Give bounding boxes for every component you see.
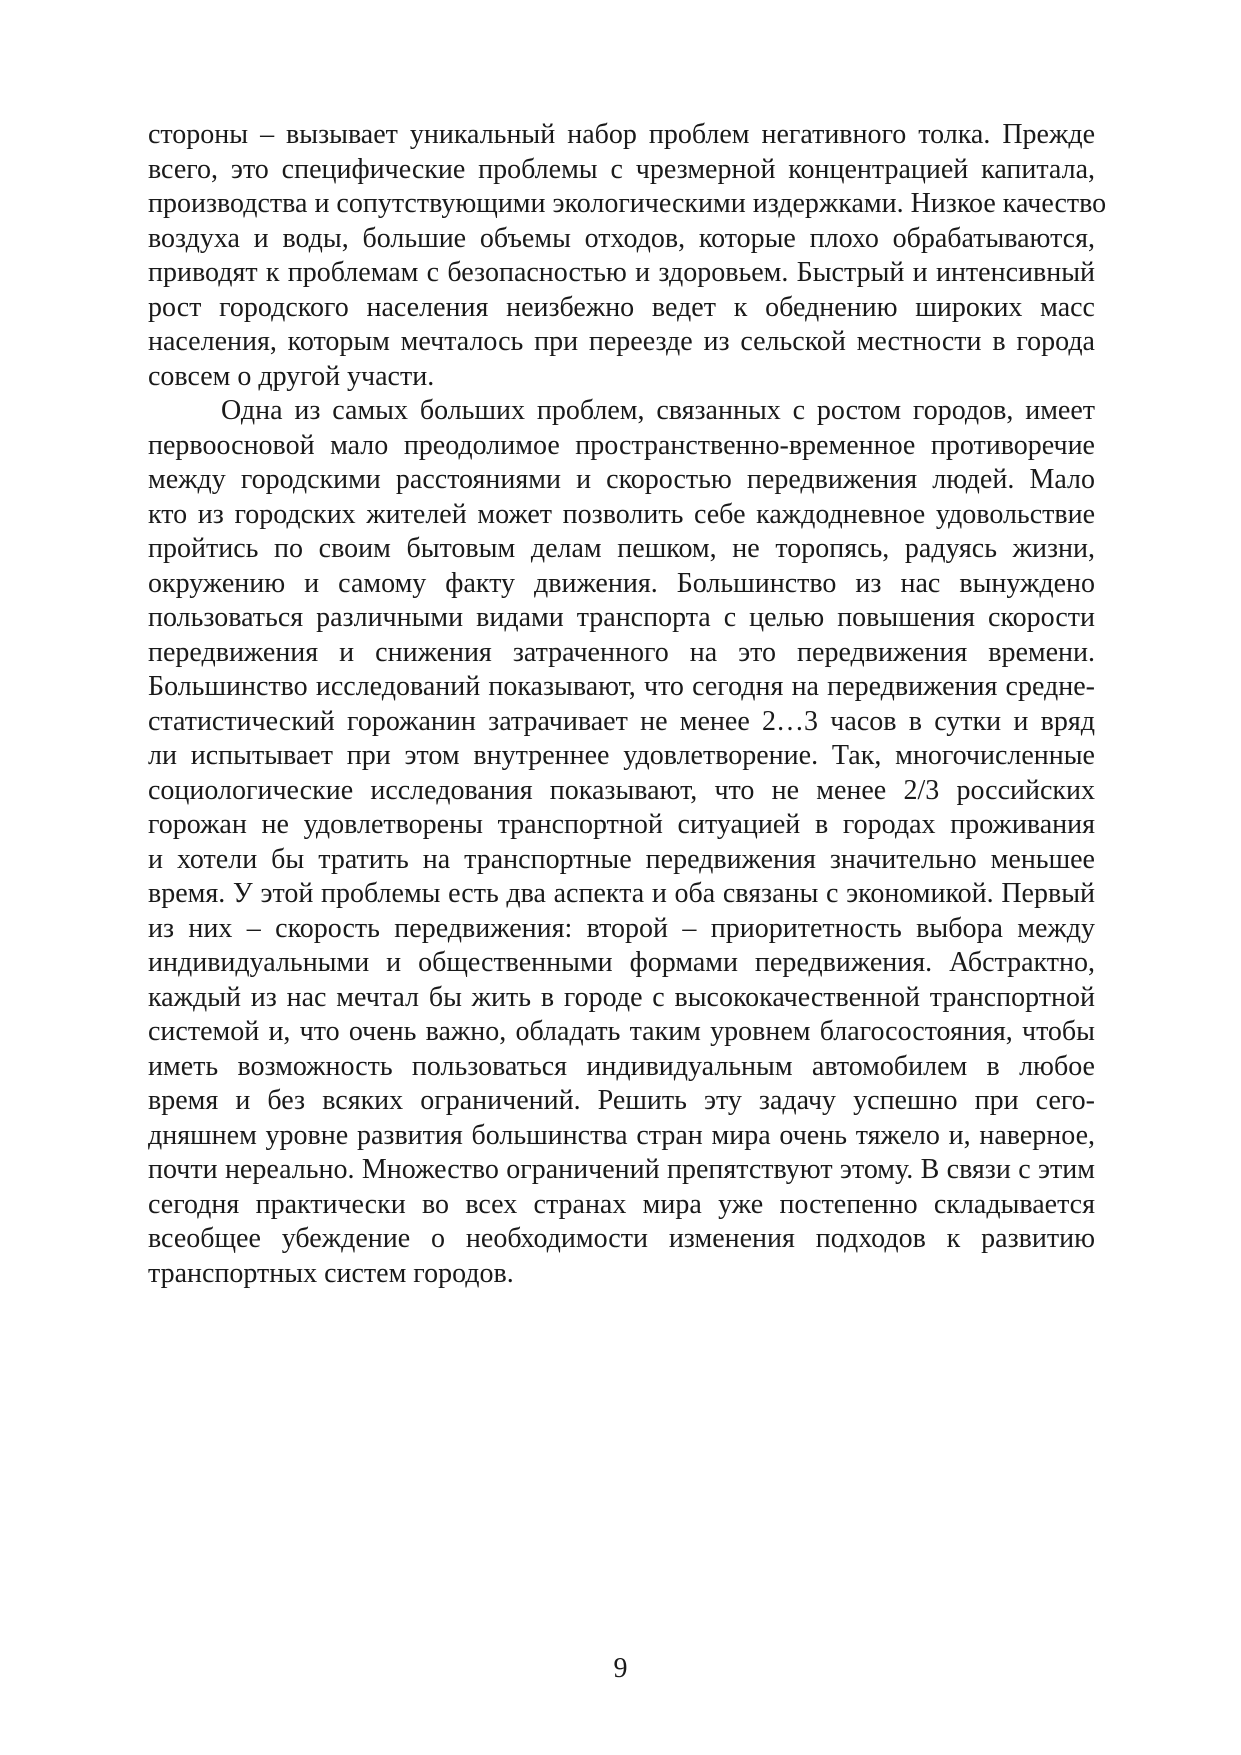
paragraph-line: окружению и самому факту движения. Большинство из нас вынуждено [148,567,1095,599]
paragraph-line: системой и, что очень важно, обладать таким уровнем благосостояния, чтобы [148,1016,1095,1047]
paragraph-line: каждый из нас мечтал бы жить в городе с высококачественной транспортной [148,981,1095,1013]
paragraph-line: индивидуальными и общественными формами передвижения. Абстрактно, [148,947,1095,978]
paragraph-line: стороны – вызывает уникальный набор проблем негативного толка. Прежде [148,119,1095,150]
body-text [148,118,1107,1291]
paragraph-line: населения, которым мечталось при переезде из сельской местности в города [148,326,1095,357]
paragraph-line: из них – скорость передвижения: второй – приоритетность выбора между [148,912,1095,944]
paragraph-line: приводят к проблемам с безопасностью и здоровьем. Быстрый и интенсивный [148,257,1095,288]
paragraph-line: всего, это специфические проблемы с чрезмерной концентрацией капитала, [148,153,1095,185]
paragraph-line: пройтись по своим бытовым делам пешком, не торопясь, радуясь жизни, [148,533,1095,564]
paragraph-line: совсем о другой участи. [148,360,435,392]
paragraph-line: ли испытывает при этом внутреннее удовлетворение. Так, многочисленные [148,740,1095,771]
paragraph-line: иметь возможность пользоваться индивидуальным автомобилем в любое [148,1050,1095,1082]
paragraph-line: пользоваться различными видами транспорта с целью повышения скорости [148,602,1095,633]
paragraph-line: почти нереально. Множество ограничений препятствуют этому. В связи с этим [148,1154,1095,1185]
paragraph-line: транспортных систем городов. [148,1257,514,1289]
paragraph-line: кто из городских жителей может позволить себе каждодневное удовольствие [148,498,1095,530]
paragraph-line: всеобщее убеждение о необходимости изменения подходов к развитию [148,1223,1095,1254]
page-number: 9 [613,1653,628,1684]
paragraph-line: Большинство исследований показывают, что сегодня на передвижения средне- [148,671,1095,702]
paragraph-line: между городскими расстояниями и скоростью передвижения людей. Мало [148,464,1095,495]
paragraph-line: статистический горожанин затрачивает не менее 2…3 часов в сутки и вряд [148,705,1095,737]
paragraph-line: производства и сопутствующими экологическими издержками. Низкое качество [148,188,1107,219]
paragraph-line: горожан не удовлетворены транспортной ситуацией в городах проживания [148,809,1095,840]
paragraph-line: воздуха и воды, большие объемы отходов, которые плохо обрабатываются, [148,222,1095,254]
paragraph-line: Одна из самых больших проблем, связанных с ростом городов, имеет [221,395,1095,426]
paragraph-line: сегодня практически во всех странах мира уже постепенно складывается [148,1188,1095,1220]
paragraph-line: социологические исследования показывают, что не менее 2/3 российских [148,774,1095,806]
paragraph-2 [148,394,1095,1291]
paragraph-line: рост городского населения неизбежно ведет к обеднению широких масс [148,291,1095,323]
paragraph-line: дняшнем уровне развития большинства стран мира очень тяжело и, наверное, [148,1119,1095,1151]
paragraph-line: и хотели бы тратить на транспортные передвижения значительно меньшее [148,843,1095,875]
paragraph-line: время. У этой проблемы есть два аспекта и оба связаны с экономикой. Первый [148,878,1095,909]
paragraph-line: первоосновой мало преодолимое пространственно-временное противоречие [148,429,1095,461]
paragraph-line: передвижения и снижения затраченного на это передвижения времени. [148,636,1095,668]
paragraph-1 [148,118,1107,394]
paragraph-line: время и без всяких ограничений. Решить эту задачу успешно при сего- [148,1085,1095,1116]
